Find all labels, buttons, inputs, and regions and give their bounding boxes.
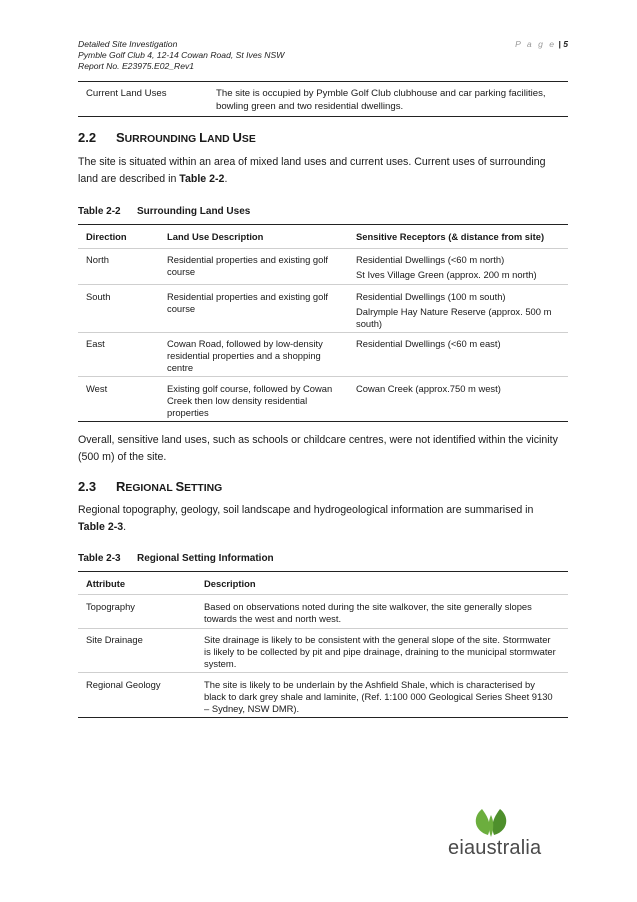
land-use-cell: Residential properties and existing golf course <box>167 291 329 314</box>
page-separator: | <box>558 39 561 49</box>
table-rule <box>78 717 568 718</box>
description-cell: Based on observations noted during the site walkover, the site generally slopes towards the west and north west. <box>204 601 532 624</box>
description-cell: The site is occupied by Pymble Golf Club clubhouse and car parking facilities, bowling green and two residential dwellings. <box>216 88 546 112</box>
sensitive-land-uses-paragraph: Overall, sensitive land uses, such as schools or childcare centres, were not identified within the vicinity (500 m) of the site. <box>78 434 558 463</box>
direction-cell: East <box>86 338 105 349</box>
attribute-cell: Regional Geology <box>86 679 161 690</box>
direction-cell: West <box>86 383 108 394</box>
table-rule <box>78 571 568 572</box>
page-word: P a g e <box>515 39 557 49</box>
table-rule <box>78 594 568 595</box>
table-rule <box>78 628 568 629</box>
header-report-title: Detailed Site Investigation <box>78 39 178 49</box>
table-rule <box>78 224 568 225</box>
table-reference: Table 2-3 <box>78 520 124 533</box>
receptors-cell: Residential Dwellings (<60 m east) <box>356 338 501 349</box>
column-header: Attribute <box>86 578 126 589</box>
table-number: Table 2-2 <box>78 206 121 217</box>
attribute-cell: Current Land Uses <box>86 88 167 99</box>
table-rule <box>78 248 568 249</box>
table-top-rule <box>78 81 568 82</box>
land-use-cell: Cowan Road, followed by low-density residential properties and a shopping centre <box>167 338 323 373</box>
attribute-cell: Topography <box>86 601 135 612</box>
column-header: Land Use Description <box>167 231 264 242</box>
attribute-cell: Site Drainage <box>86 634 143 645</box>
direction-cell: North <box>86 254 109 265</box>
regional-setting-table <box>78 571 568 721</box>
section-number: 2.3 <box>78 479 97 494</box>
direction-cell: South <box>86 291 111 302</box>
table-caption <box>78 553 274 564</box>
surrounding-land-uses-table <box>78 224 568 424</box>
section-2-2-paragraph: The site is situated within an area of mixed land uses and current uses. Current uses of surrounding land are described in Table 2-2. <box>78 156 546 185</box>
land-use-cell: Existing golf course, followed by Cowan Creek then low density residential properties <box>167 383 333 418</box>
page-number-value: 5 <box>563 39 568 49</box>
column-header: Direction <box>86 231 127 242</box>
section-heading-2-2: 2.2 SURROUNDING LAND USE <box>78 130 256 145</box>
table-rule <box>78 421 568 422</box>
header-site-address: Pymble Golf Club 4, 12-14 Cowan Road, St Ives NSW <box>78 50 285 60</box>
column-header: Description <box>204 578 256 589</box>
table-title: Surrounding Land Uses <box>137 206 251 217</box>
receptors-cell: Residential Dwellings (<60 m north) St Ives Village Green (approx. 200 m north) <box>356 254 537 280</box>
logo-wordmark: eiaustralia <box>448 837 542 859</box>
table-rule <box>78 672 568 673</box>
table-rule <box>78 284 568 285</box>
receptors-cell: Residential Dwellings (100 m south) Dalrymple Hay Nature Reserve (approx. 500 m south) <box>356 291 552 329</box>
page-header <box>78 39 568 72</box>
table-reference: Table 2-2 <box>179 172 225 185</box>
section-number: 2.2 <box>78 130 97 145</box>
leaf-icon <box>448 805 562 839</box>
eiaustralia-logo <box>448 805 562 865</box>
table-caption <box>78 206 250 217</box>
header-report-number: Report No. E23975.E02_Rev1 <box>78 61 195 71</box>
description-cell: The site is likely to be underlain by the Ashfield Shale, which is characterised by black to dark grey shale and laminite, (Ref. 1:100 000 Geological Series Sheet 9130 – Sydney, NSW DMR). <box>204 679 553 714</box>
table-bottom-rule <box>78 116 568 117</box>
land-use-cell: Residential properties and existing golf course <box>167 254 329 277</box>
page-number <box>515 39 568 50</box>
column-header: Sensitive Receptors (& distance from site) <box>356 231 545 242</box>
table-rule <box>78 332 568 333</box>
section-heading-2-3: 2.3 REGIONAL SETTING <box>78 479 223 494</box>
table-number: Table 2-3 <box>78 553 121 564</box>
section-2-3-paragraph: Regional topography, geology, soil landscape and hydrogeological information are summarised in Table 2-3. <box>78 504 534 533</box>
table-rule <box>78 376 568 377</box>
receptors-cell: Cowan Creek (approx.750 m west) <box>356 383 501 394</box>
table-title: Regional Setting Information <box>137 553 274 564</box>
description-cell: Site drainage is likely to be consistent with the general slope of the site. Stormwater is likely to be collected by pit and pipe drainage, draining to the municipal stormwater system. <box>204 634 556 669</box>
